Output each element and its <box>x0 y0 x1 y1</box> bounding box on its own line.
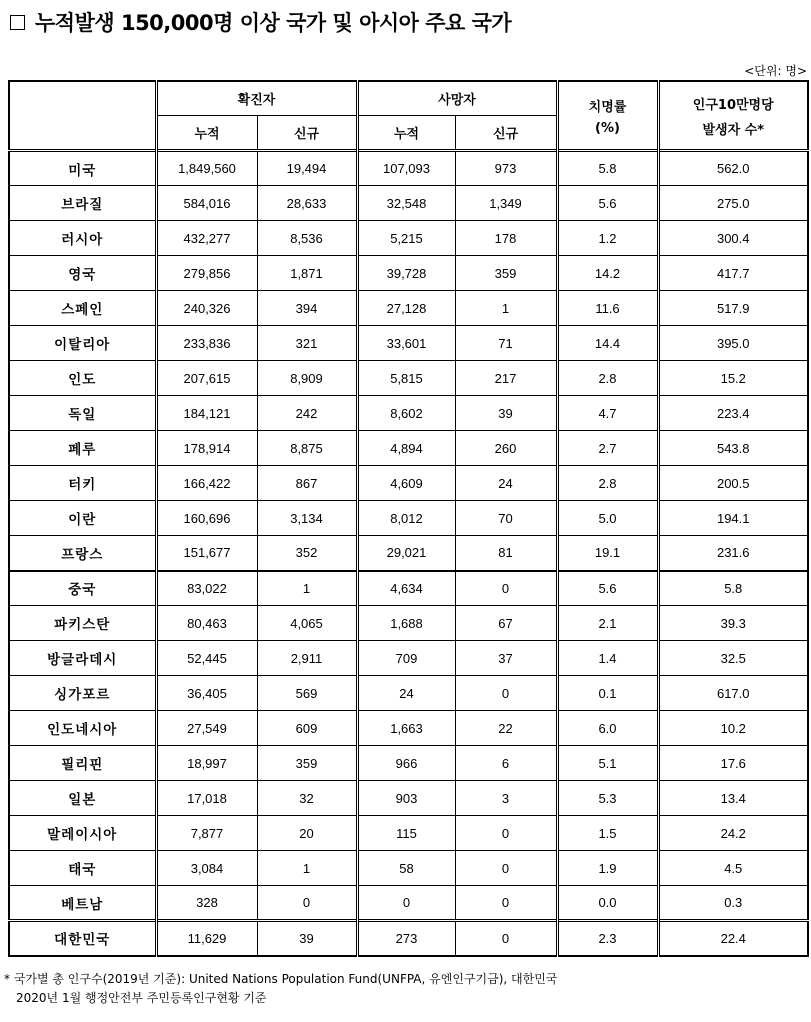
deaths-cumulative-cell: 709 <box>357 641 455 676</box>
confirmed-cumulative-cell: 432,277 <box>156 221 257 256</box>
country-cell: 중국 <box>9 571 156 606</box>
page-title <box>6 6 511 38</box>
per100k-cell: 5.8 <box>658 571 808 606</box>
deaths-cumulative-cell: 39,728 <box>357 256 455 291</box>
confirmed-cumulative-cell: 36,405 <box>156 676 257 711</box>
deaths-cumulative-cell: 903 <box>357 781 455 816</box>
deaths-new-cell: 178 <box>455 221 557 256</box>
header-country <box>9 81 156 151</box>
table-row <box>9 676 808 711</box>
table-row <box>9 291 808 326</box>
fatality-rate-cell: 2.7 <box>557 431 658 466</box>
per100k-cell: 13.4 <box>658 781 808 816</box>
deaths-cumulative-cell: 4,609 <box>357 466 455 501</box>
header-deaths-cumulative: 누적 <box>357 116 455 151</box>
fatality-rate-cell: 0.0 <box>557 886 658 921</box>
fatality-rate-cell: 1.2 <box>557 221 658 256</box>
confirmed-new-cell: 8,875 <box>257 431 357 466</box>
per100k-cell: 0.3 <box>658 886 808 921</box>
confirmed-new-cell: 39 <box>257 921 357 956</box>
country-cell: 스페인 <box>9 291 156 326</box>
per100k-cell: 275.0 <box>658 186 808 221</box>
header-confirmed: 확진자 <box>156 81 357 116</box>
per100k-cell: 39.3 <box>658 606 808 641</box>
table-row <box>9 466 808 501</box>
confirmed-new-cell: 352 <box>257 536 357 571</box>
confirmed-cumulative-cell: 18,997 <box>156 746 257 781</box>
fatality-rate-cell: 2.8 <box>557 466 658 501</box>
country-cell: 대한민국 <box>9 921 156 956</box>
table-row <box>9 151 808 186</box>
per100k-cell: 22.4 <box>658 921 808 956</box>
country-cell: 인도 <box>9 361 156 396</box>
confirmed-cumulative-cell: 160,696 <box>156 501 257 536</box>
deaths-cumulative-cell: 29,021 <box>357 536 455 571</box>
table-row <box>9 431 808 466</box>
footnote <box>4 970 557 1008</box>
confirmed-new-cell: 8,536 <box>257 221 357 256</box>
title-text: 누적발생 150,000명 이상 국가 및 아시아 주요 국가 <box>35 11 512 35</box>
fatality-rate-cell: 6.0 <box>557 711 658 746</box>
confirmed-new-cell: 321 <box>257 326 357 361</box>
deaths-cumulative-cell: 8,012 <box>357 501 455 536</box>
confirmed-cumulative-cell: 166,422 <box>156 466 257 501</box>
country-cell: 파키스탄 <box>9 606 156 641</box>
confirmed-new-cell: 242 <box>257 396 357 431</box>
country-cell: 태국 <box>9 851 156 886</box>
deaths-cumulative-cell: 4,634 <box>357 571 455 606</box>
deaths-cumulative-cell: 115 <box>357 816 455 851</box>
deaths-new-cell: 37 <box>455 641 557 676</box>
country-cell: 방글라데시 <box>9 641 156 676</box>
fatality-rate-cell: 1.4 <box>557 641 658 676</box>
confirmed-new-cell: 19,494 <box>257 151 357 186</box>
confirmed-new-cell: 394 <box>257 291 357 326</box>
deaths-new-cell: 24 <box>455 466 557 501</box>
deaths-cumulative-cell: 1,688 <box>357 606 455 641</box>
confirmed-new-cell: 0 <box>257 886 357 921</box>
deaths-new-cell: 973 <box>455 151 557 186</box>
deaths-new-cell: 260 <box>455 431 557 466</box>
deaths-new-cell: 67 <box>455 606 557 641</box>
deaths-new-cell: 70 <box>455 501 557 536</box>
country-cell: 싱가포르 <box>9 676 156 711</box>
deaths-new-cell: 0 <box>455 676 557 711</box>
country-cell: 말레이시아 <box>9 816 156 851</box>
table-row <box>9 711 808 746</box>
deaths-new-cell: 0 <box>455 886 557 921</box>
confirmed-cumulative-cell: 11,629 <box>156 921 257 956</box>
country-cell: 영국 <box>9 256 156 291</box>
fatality-rate-unit: (%) <box>595 120 620 136</box>
confirmed-cumulative-cell: 3,084 <box>156 851 257 886</box>
fatality-rate-cell: 2.1 <box>557 606 658 641</box>
per100k-cell: 231.6 <box>658 536 808 571</box>
confirmed-cumulative-cell: 328 <box>156 886 257 921</box>
fatality-rate-cell: 5.3 <box>557 781 658 816</box>
per100k-cell: 17.6 <box>658 746 808 781</box>
header-deaths-new: 신규 <box>455 116 557 151</box>
deaths-new-cell: 217 <box>455 361 557 396</box>
per100k-line1: 인구10만명당 <box>692 97 774 113</box>
footnote-line: 2020년 1월 행정안전부 주민등록인구현황 기준 <box>16 991 267 1005</box>
country-cell: 필리핀 <box>9 746 156 781</box>
confirmed-new-cell: 569 <box>257 676 357 711</box>
fatality-rate-cell: 5.6 <box>557 571 658 606</box>
country-cell: 이란 <box>9 501 156 536</box>
per100k-cell: 395.0 <box>658 326 808 361</box>
deaths-new-cell: 1,349 <box>455 186 557 221</box>
confirmed-cumulative-cell: 151,677 <box>156 536 257 571</box>
deaths-cumulative-cell: 5,815 <box>357 361 455 396</box>
deaths-new-cell: 39 <box>455 396 557 431</box>
per100k-cell: 24.2 <box>658 816 808 851</box>
country-cell: 베트남 <box>9 886 156 921</box>
confirmed-new-cell: 867 <box>257 466 357 501</box>
table-body <box>9 151 808 956</box>
table-row <box>9 501 808 536</box>
confirmed-new-cell: 8,909 <box>257 361 357 396</box>
deaths-cumulative-cell: 107,093 <box>357 151 455 186</box>
table-row <box>9 851 808 886</box>
confirmed-cumulative-cell: 83,022 <box>156 571 257 606</box>
deaths-cumulative-cell: 1,663 <box>357 711 455 746</box>
confirmed-new-cell: 359 <box>257 746 357 781</box>
footnote-line: * 국가별 총 인구수(2019년 기준): United Nations Population Fund(UNFPA, 유엔인구기금), 대한민국 <box>4 972 558 986</box>
country-cell: 프랑스 <box>9 536 156 571</box>
table-row <box>9 186 808 221</box>
deaths-new-cell: 22 <box>455 711 557 746</box>
header-deaths: 사망자 <box>357 81 557 116</box>
per100k-cell: 32.5 <box>658 641 808 676</box>
fatality-rate-cell: 1.9 <box>557 851 658 886</box>
deaths-cumulative-cell: 27,128 <box>357 291 455 326</box>
deaths-cumulative-cell: 24 <box>357 676 455 711</box>
per100k-cell: 617.0 <box>658 676 808 711</box>
country-cell: 인도네시아 <box>9 711 156 746</box>
confirmed-new-cell: 3,134 <box>257 501 357 536</box>
table-row <box>9 361 808 396</box>
per100k-cell: 543.8 <box>658 431 808 466</box>
confirmed-new-cell: 1 <box>257 851 357 886</box>
confirmed-cumulative-cell: 7,877 <box>156 816 257 851</box>
deaths-new-cell: 3 <box>455 781 557 816</box>
per100k-cell: 200.5 <box>658 466 808 501</box>
table-row <box>9 606 808 641</box>
table-row <box>9 326 808 361</box>
confirmed-cumulative-cell: 17,018 <box>156 781 257 816</box>
fatality-rate-cell: 14.2 <box>557 256 658 291</box>
unit-label: <단위: 명> <box>744 64 807 78</box>
fatality-rate-cell: 5.8 <box>557 151 658 186</box>
confirmed-cumulative-cell: 584,016 <box>156 186 257 221</box>
confirmed-new-cell: 609 <box>257 711 357 746</box>
header-per100k <box>658 81 808 151</box>
per100k-cell: 300.4 <box>658 221 808 256</box>
country-cell: 페루 <box>9 431 156 466</box>
confirmed-cumulative-cell: 52,445 <box>156 641 257 676</box>
per100k-cell: 10.2 <box>658 711 808 746</box>
deaths-cumulative-cell: 5,215 <box>357 221 455 256</box>
deaths-cumulative-cell: 966 <box>357 746 455 781</box>
deaths-new-cell: 0 <box>455 571 557 606</box>
per100k-cell: 15.2 <box>658 361 808 396</box>
fatality-rate-cell: 0.1 <box>557 676 658 711</box>
confirmed-new-cell: 1 <box>257 571 357 606</box>
deaths-new-cell: 0 <box>455 921 557 956</box>
confirmed-new-cell: 28,633 <box>257 186 357 221</box>
country-cell: 러시아 <box>9 221 156 256</box>
deaths-cumulative-cell: 4,894 <box>357 431 455 466</box>
fatality-rate-cell: 5.0 <box>557 501 658 536</box>
fatality-rate-cell: 19.1 <box>557 536 658 571</box>
table-row <box>9 221 808 256</box>
confirmed-cumulative-cell: 1,849,560 <box>156 151 257 186</box>
deaths-cumulative-cell: 32,548 <box>357 186 455 221</box>
header-confirmed-new: 신규 <box>257 116 357 151</box>
table-row <box>9 816 808 851</box>
confirmed-cumulative-cell: 240,326 <box>156 291 257 326</box>
deaths-cumulative-cell: 58 <box>357 851 455 886</box>
table-row <box>9 256 808 291</box>
header-confirmed-cumulative: 누적 <box>156 116 257 151</box>
covid-table <box>8 80 809 957</box>
confirmed-cumulative-cell: 178,914 <box>156 431 257 466</box>
deaths-new-cell: 71 <box>455 326 557 361</box>
deaths-cumulative-cell: 273 <box>357 921 455 956</box>
deaths-new-cell: 0 <box>455 851 557 886</box>
table-row <box>9 396 808 431</box>
table-row <box>9 536 808 571</box>
confirmed-new-cell: 4,065 <box>257 606 357 641</box>
per100k-cell: 4.5 <box>658 851 808 886</box>
deaths-new-cell: 0 <box>455 816 557 851</box>
deaths-new-cell: 81 <box>455 536 557 571</box>
per100k-cell: 194.1 <box>658 501 808 536</box>
confirmed-cumulative-cell: 233,836 <box>156 326 257 361</box>
fatality-rate-cell: 5.1 <box>557 746 658 781</box>
fatality-rate-cell: 5.6 <box>557 186 658 221</box>
per100k-cell: 417.7 <box>658 256 808 291</box>
country-cell: 미국 <box>9 151 156 186</box>
confirmed-cumulative-cell: 27,549 <box>156 711 257 746</box>
fatality-rate-cell: 14.4 <box>557 326 658 361</box>
confirmed-cumulative-cell: 80,463 <box>156 606 257 641</box>
table-row <box>9 781 808 816</box>
table-row <box>9 571 808 606</box>
fatality-rate-cell: 2.8 <box>557 361 658 396</box>
deaths-cumulative-cell: 0 <box>357 886 455 921</box>
fatality-rate-label: 치명률 <box>588 99 627 115</box>
confirmed-cumulative-cell: 279,856 <box>156 256 257 291</box>
country-cell: 브라질 <box>9 186 156 221</box>
per100k-cell: 223.4 <box>658 396 808 431</box>
deaths-new-cell: 359 <box>455 256 557 291</box>
fatality-rate-cell: 4.7 <box>557 396 658 431</box>
per100k-line2: 발생자 수* <box>702 122 765 138</box>
header-fatality-rate <box>557 81 658 151</box>
table-row <box>9 886 808 921</box>
deaths-cumulative-cell: 8,602 <box>357 396 455 431</box>
confirmed-new-cell: 20 <box>257 816 357 851</box>
deaths-new-cell: 6 <box>455 746 557 781</box>
fatality-rate-cell: 1.5 <box>557 816 658 851</box>
checkbox-square-icon <box>10 15 25 30</box>
country-cell: 이탈리아 <box>9 326 156 361</box>
table-row <box>9 921 808 956</box>
table-row <box>9 746 808 781</box>
confirmed-cumulative-cell: 207,615 <box>156 361 257 396</box>
confirmed-new-cell: 2,911 <box>257 641 357 676</box>
confirmed-cumulative-cell: 184,121 <box>156 396 257 431</box>
fatality-rate-cell: 11.6 <box>557 291 658 326</box>
confirmed-new-cell: 1,871 <box>257 256 357 291</box>
confirmed-new-cell: 32 <box>257 781 357 816</box>
fatality-rate-cell: 2.3 <box>557 921 658 956</box>
country-cell: 일본 <box>9 781 156 816</box>
country-cell: 독일 <box>9 396 156 431</box>
per100k-cell: 562.0 <box>658 151 808 186</box>
per100k-cell: 517.9 <box>658 291 808 326</box>
deaths-new-cell: 1 <box>455 291 557 326</box>
country-cell: 터키 <box>9 466 156 501</box>
deaths-cumulative-cell: 33,601 <box>357 326 455 361</box>
table-row <box>9 641 808 676</box>
